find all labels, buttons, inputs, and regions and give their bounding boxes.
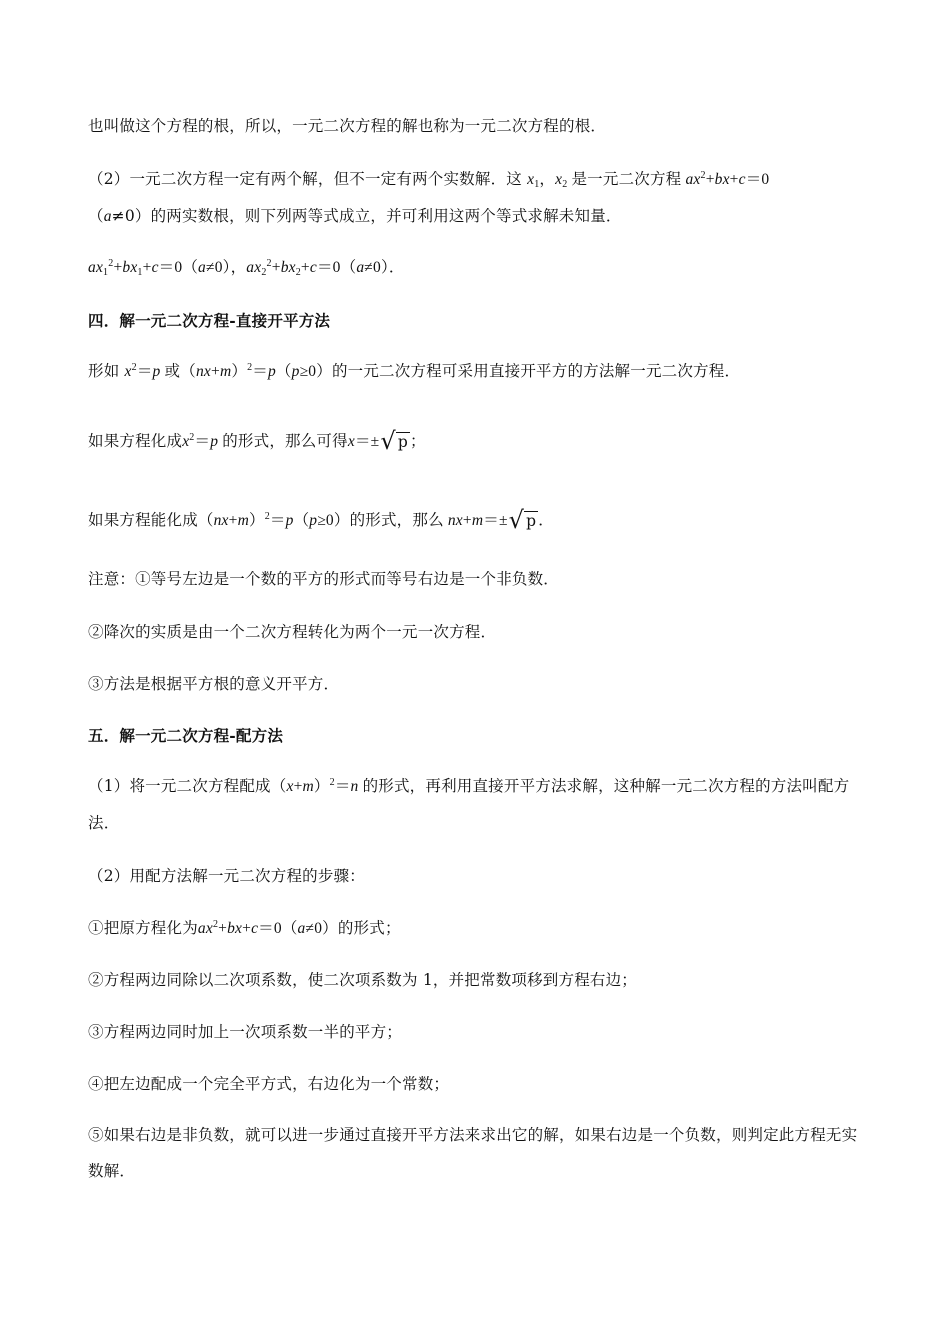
text-line-steps-intro: （2）用配方法解一元二次方程的步骤： — [88, 867, 365, 885]
text-line-case-nx: 如果方程能化成$(nx+m)^2=p(p\ge 0)$的形式，那么 nx+m＝±√ p ． — [88, 506, 554, 534]
formula-line-roots: $ax_1^2+bx_1+c=0(a\ne 0)$，$ax_2^2+bx_2+c=0(a\ne 0)$． — [88, 258, 405, 278]
step-line-4: ④把左边配成一个完全平方式，右边化为一个常数； — [88, 1075, 450, 1093]
note-line-2: ②降次的实质是由一个二次方程转化为两个一元一次方程． — [88, 623, 497, 641]
paragraph-completing-square: （1）将一元二次方程配成$(x+m)^2=n$ 的形式，再利用直接开平方法求解，这种解一元二次方程的方法叫配方法． — [88, 777, 850, 832]
text-line-two-solutions-cont: （a≠0）的两实数根，则下列两等式成立，并可利用这两个等式求解未知量． — [88, 207, 622, 225]
section-title-five: 五．解一元二次方程-配方法 — [88, 726, 284, 745]
section-title-four: 四．解一元二次方程-直接开平方法 — [88, 311, 331, 330]
step-line-3: ③方程两边同时加上一次项系数一半的平方； — [88, 1023, 403, 1041]
sqrt-p-symbol: √ p — [380, 427, 408, 455]
note-line-3: ③方法是根据平方根的意义开平方． — [88, 675, 340, 693]
step-line-1: ①把原方程化为$ax^2+bx+c=0(a\ne 0)$的形式； — [88, 919, 401, 937]
step-line-2: ②方程两边同除以二次项系数，使二次项系数为 1，并把常数项移到方程右边； — [88, 971, 637, 989]
text-line-two-solutions: （2）一元二次方程一定有两个解，但不一定有两个实数解．这 $x_1$，$x_2$ 是一元二次方程 $ax^2+bx+c=0$ — [88, 170, 770, 190]
sqrt-p-symbol: √ p — [508, 506, 537, 534]
step-line-5: ⑤如果右边是非负数，就可以进一步通过直接开平方法来求出它的解，如果右边是一个负数，则判定此方程无实数解． — [88, 1126, 858, 1180]
note-line-1: 注意：①等号左边是一个数的平方的形式而等号右边是一个非负数． — [88, 570, 560, 588]
text-line-case-x: 如果方程化成$x^2=p$ 的形式，那么可得x＝±√ p ； — [88, 427, 426, 455]
text-line-roots: 也叫做这个方程的根，所以，一元二次方程的解也称为一元二次方程的根． — [88, 117, 607, 135]
text-line-form: 形如 $x^2=p$ 或$(nx+m)^2=p(p\ge 0)$的一元二次方程可采用直接开平方的方法解一元二次方程． — [88, 362, 741, 380]
